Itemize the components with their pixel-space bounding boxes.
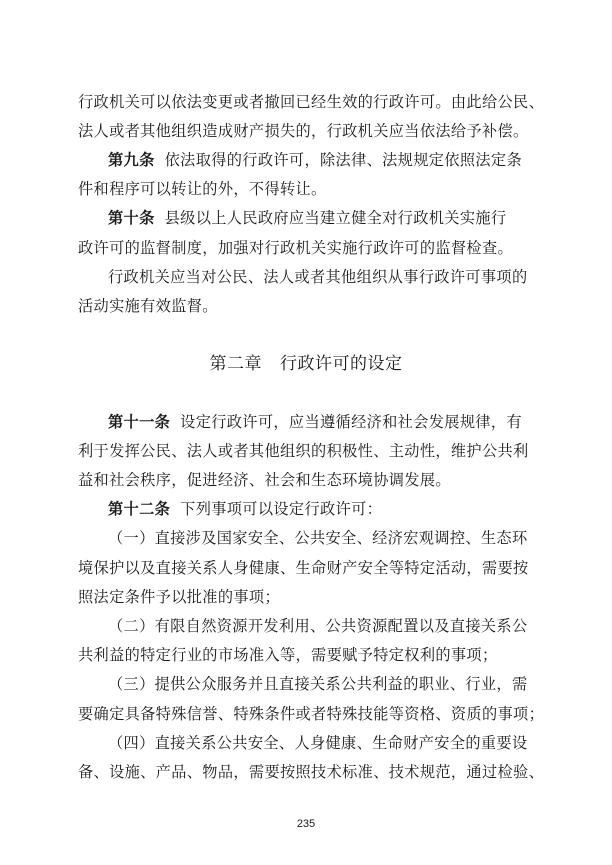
- chapter-heading: [0, 352, 612, 376]
- text-line: 活动实施有效监督。: [78, 297, 218, 315]
- article-number: 第十条: [108, 209, 155, 227]
- article-text: 县级以上人民政府应当建立健全对行政机关实施行: [164, 209, 507, 227]
- list-item-line: （一）直接涉及国家安全、公共安全、经济宏观调控、生态环: [108, 529, 528, 547]
- text-line: 利于发挥公民、法人或者其他组织的积极性、主动性，维护公共利: [78, 442, 529, 460]
- text-line: 法人或者其他组织造成财产损失的，行政机关应当依法给予补偿。: [78, 122, 529, 140]
- text-line: 要确定具备特殊信誉、特殊条件或者特殊技能等资格、资质的事项；: [78, 705, 545, 723]
- article-number: 第九条: [108, 151, 155, 169]
- article-number: 第十二条: [108, 500, 171, 518]
- chapter-title: 行政许可的设定: [280, 354, 403, 374]
- text-line: 共利益的特定行业的市场准入等，需要赋予特定权利的事项；: [78, 646, 498, 664]
- article-11-paragraph: [108, 412, 536, 432]
- text-line: 备、设施、产品、物品，需要按照技术标准、技术规范，通过检验、: [78, 763, 545, 781]
- text-line: 行政机关应当对公民、法人或者其他组织从事行政许可事项的: [108, 268, 528, 286]
- text-line: 境保护以及直接关系人身健康、生命财产安全等特定活动，需要按: [78, 559, 529, 577]
- list-item-line: （二）有限自然资源开发利用、公共资源配置以及直接关系公: [108, 617, 528, 635]
- chapter-number: 第二章: [209, 354, 262, 374]
- article-text: 设定行政许可，应当遵循经济和社会发展规律，有: [180, 413, 522, 431]
- article-10-paragraph: [108, 208, 536, 228]
- text-line: 益和社会秩序，促进经济、社会和生态环境协调发展。: [78, 471, 451, 489]
- text-line: 照法定条件予以批准的事项；: [78, 588, 280, 606]
- article-9-paragraph: [108, 150, 536, 170]
- list-item-line: （四）直接关系公共安全、人身健康、生命财产安全的重要设: [108, 734, 528, 752]
- article-12-paragraph: [108, 499, 536, 519]
- list-item-line: （三）提供公众服务并且直接关系公共利益的职业、行业，需: [108, 675, 528, 693]
- text-line: 件和程序可以转让的外，不得转让。: [78, 180, 327, 198]
- article-text: 下列事项可以设定行政许可：: [180, 500, 383, 518]
- text-line: 政许可的监督制度，加强对行政机关实施行政许可的监督检查。: [78, 239, 514, 257]
- article-number: 第十一条: [108, 413, 171, 431]
- page-number: 235: [296, 818, 316, 830]
- article-text: 依法取得的行政许可，除法律、法规规定依照法定条: [164, 151, 522, 169]
- text-line: 行政机关可以依法变更或者撤回已经生效的行政许可。由此给公民、: [78, 93, 545, 111]
